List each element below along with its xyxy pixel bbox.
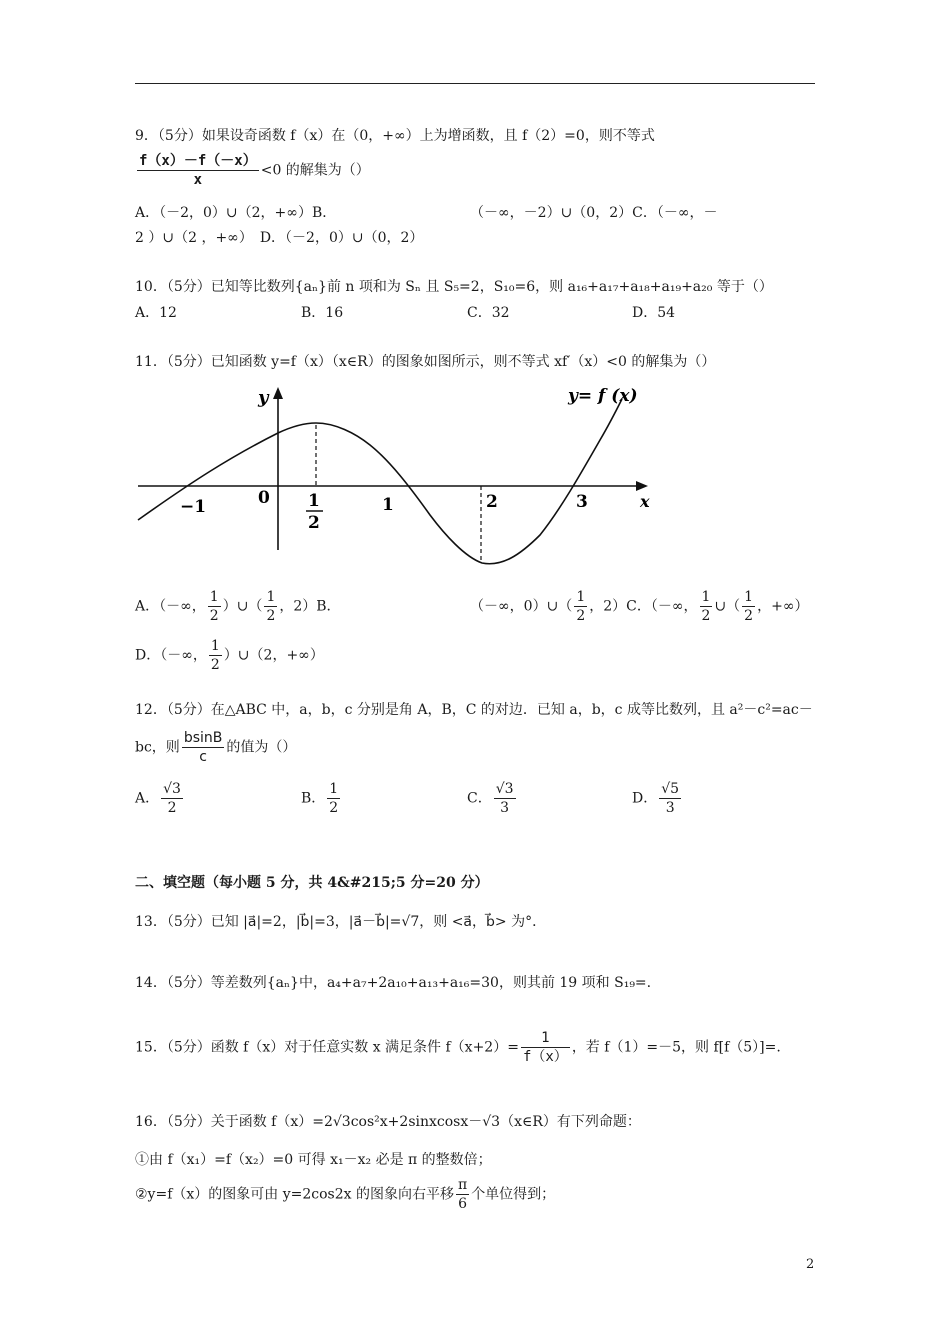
tick-neg1: −1 [180, 497, 207, 517]
q9-fraction: $\frac{f(x)-f(-x)}{x}$ [139, 153, 257, 188]
q12-option-a: A． $\frac{√3}{2}$ [135, 781, 181, 816]
y-axis-arrow-icon [273, 387, 283, 399]
q9-option-b: （－∞，－2）∪（0，2）C．（－∞，－ [470, 205, 718, 221]
q13-text: 13．（5分）已知 |a⃗|=2，|b⃗|=3，|a⃗－b⃗|=√7，则 <a⃗，b⃗> 为°． [135, 914, 547, 930]
q9-inequality: $\frac{f(x)-f(-x)}{x}$ <0 的解集为（） [139, 153, 370, 188]
q10-option-b: B．16 [301, 305, 344, 321]
q9-option-cd: 2 ）∪（2 ，+∞） D．（－2，0）∪（0，2） [135, 230, 424, 246]
tick-1: 1 [382, 495, 394, 515]
origin-label: 0 [258, 488, 270, 508]
q11-graph [130, 375, 670, 575]
q10-option-c: C．32 [467, 305, 510, 321]
curve-label: y= f (x) [568, 386, 638, 406]
q15-text: 15．（5分）函数 f（x）对于任意实数 x 满足条件 f（x+2）= $\frac{1}{f(x)}$ ，若 f（1）=－5，则 f[f（5）]=. [135, 1030, 781, 1065]
tick-2: 2 [486, 492, 498, 512]
q9-option-a: A．（－2，0）∪（2，+∞）B． [135, 205, 337, 221]
q11-option-a: A．（－∞， $\frac{1}{2}$ ）∪（ $\frac{1}{2}$ ，2）B． [135, 589, 341, 624]
y-axis-label: y [258, 387, 269, 408]
q11-option-d: D．（－∞， $\frac{1}{2}$ ）∪（2，+∞） [135, 638, 324, 673]
tick-3: 3 [576, 492, 588, 512]
function-curve [138, 399, 622, 564]
q11-option-b-c: （－∞，0）∪（ $\frac{1}{2}$ ，2）C．（－∞， $\frac{1}{2}$ ∪（ $\frac{1}{2}$ ，+∞） [470, 589, 809, 624]
q12-stem-line2: bc，则 $\frac{bsinB}{c}$ 的值为（） [135, 730, 297, 765]
top-rule [135, 83, 815, 84]
q9-stem: 9．（5分）如果设奇函数 f（x）在（0，+∞）上为增函数，且 f（2）=0，则不等式 [135, 128, 655, 144]
section-heading: 二、填空题（每小题 5 分，共 4&#215;5 分=20 分） [135, 875, 489, 891]
x-axis-arrow-icon [636, 481, 648, 491]
q14-text: 14．（5分）等差数列{aₙ}中，a₄+a₇+2a₁₀+a₁₃+a₁₆=30，则其前 19 项和 S₁₉=. [135, 975, 652, 991]
q10-stem: 10．（5分）已知等比数列{aₙ}前 n 项和为 Sₙ 且 S₅=2，S₁₀=6，则 a₁₆+a₁₇+a₁₈+a₁₉+a₂₀ 等于（） [135, 279, 773, 295]
q16-item-1: ①由 f（x₁）=f（x₂）=0 可得 x₁－x₂ 必是 π 的整数倍； [135, 1152, 492, 1168]
q12-stem: 12．（5分）在△ABC 中，a，b，c 分别是角 A，B，C 的对边．已知 a，b，c 成等比数列，且 a²－c²=ac－ [135, 702, 813, 718]
q10-option-a: A．12 [135, 305, 177, 321]
q12-option-d: D． $\frac{√5}{3}$ [632, 781, 680, 816]
tick-half-den: 2 [308, 513, 320, 533]
tick-half-num: 1 [308, 491, 320, 511]
q16-item-2: ②y=f（x）的图象可由 y=2cos2x 的图象向右平移 $\frac{\pi}{6}$ 个单位得到； [135, 1177, 556, 1212]
x-axis-label: x [640, 492, 650, 511]
q12-option-b: B． $\frac{1}{2}$ [301, 781, 339, 816]
q11-stem: 11．（5分）已知函数 y=f（x）（x∈R）的图象如图所示，则不等式 xf′（x）<0 的解集为（） [135, 354, 716, 370]
q10-option-d: D．54 [632, 305, 676, 321]
q12-option-c: C． $\frac{√3}{3}$ [467, 781, 514, 816]
page-number: 2 [806, 1257, 815, 1272]
q16-stem: 16．（5分）关于函数 f（x）=2√3cos²x+2sinxcosx－√3（x∈R）有下列命题： [135, 1114, 641, 1130]
